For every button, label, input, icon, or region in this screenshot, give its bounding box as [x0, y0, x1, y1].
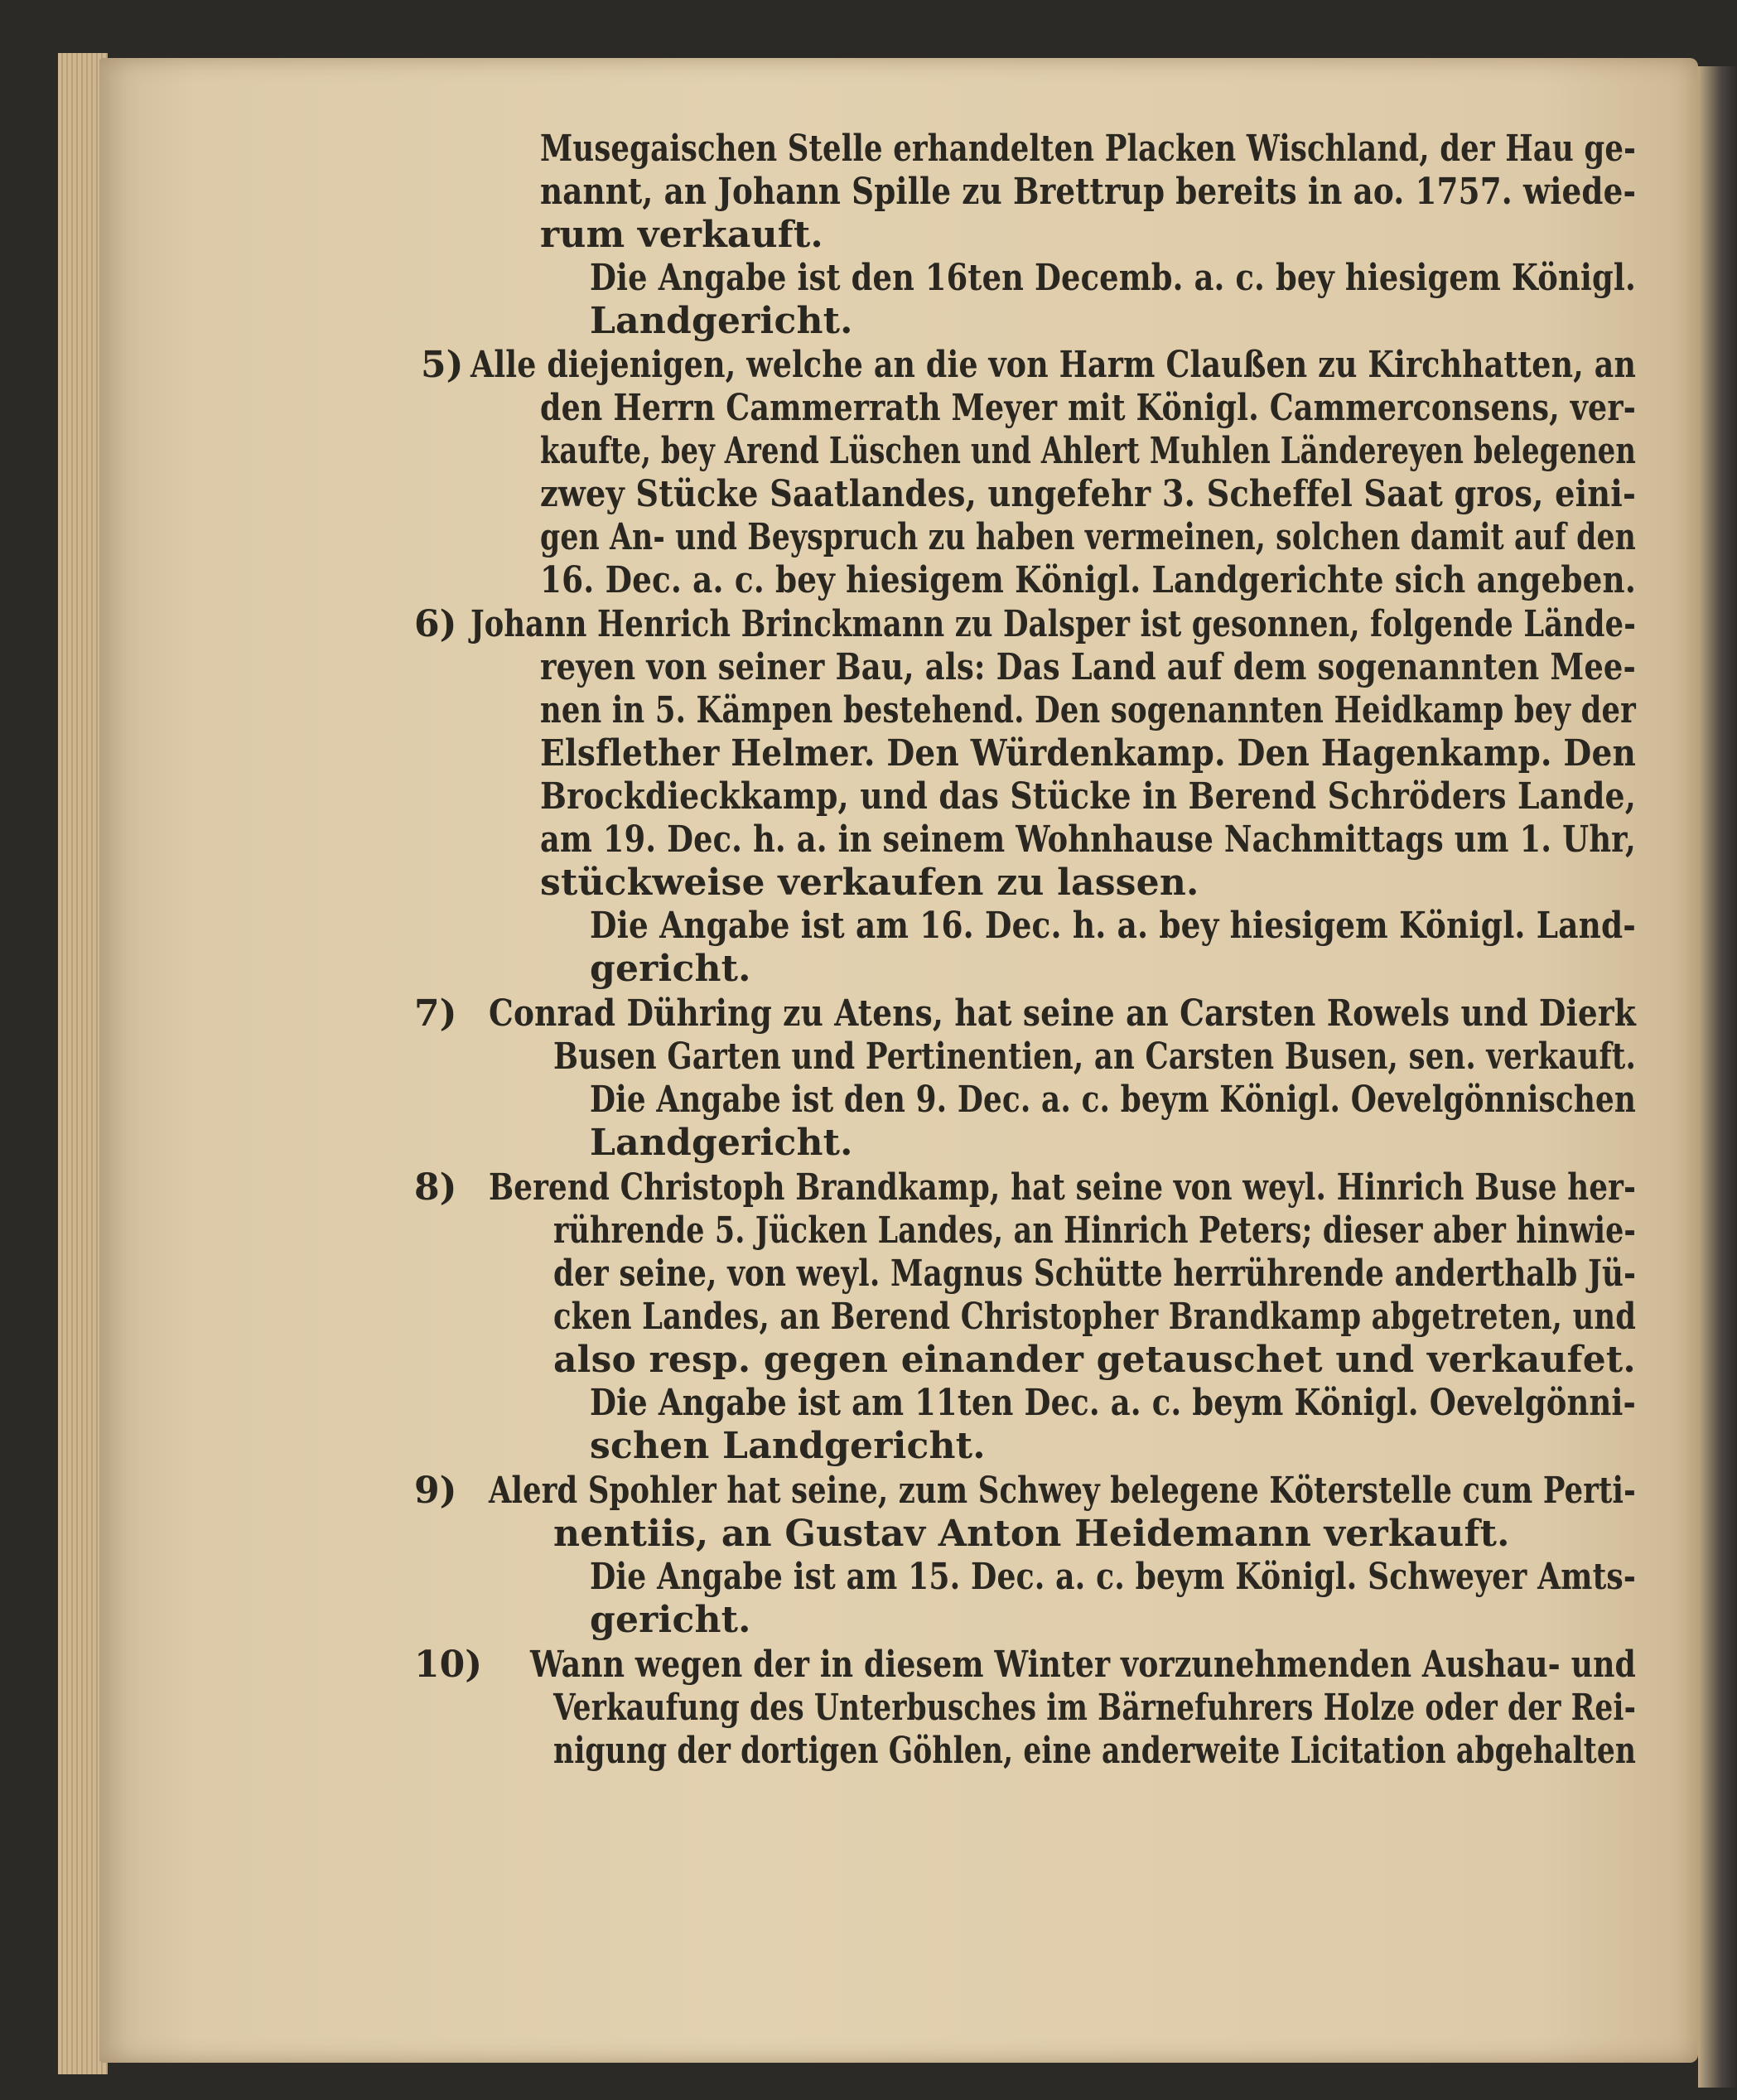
text-line: also resp. gegen einander getauschet und verkaufet. — [553, 1339, 1636, 1381]
text-line: Landgericht. — [590, 1122, 853, 1164]
text-line: Busen Garten und Pertinentien, an Carsten Busen, sen. verkauft. — [553, 1036, 1636, 1078]
text-line: zwey Stücke Saatlandes, ungefehr 3. Scheffel Saat gros, eini- — [540, 473, 1637, 515]
text-line: Wann wegen der in diesem Winter vorzunehmenden Aushau- und — [530, 1644, 1636, 1686]
text-line: schen Landgericht. — [590, 1425, 986, 1467]
text-line: gericht. — [590, 948, 751, 990]
text-line: Brockdieckkamp, und das Stücke in Berend Schröders Lande, — [540, 775, 1637, 818]
text-line: Conrad Dühring zu Atens, hat seine an Carsten Rowels und Dierk — [489, 992, 1636, 1035]
text-line: Musegaischen Stelle erhandelten Placken Wischland, der Hau ge- — [540, 128, 1636, 170]
text-line: Johann Henrich Brinckmann zu Dalsper ist gesonnen, folgende Lände- — [470, 603, 1636, 645]
text-line: Die Angabe ist am 15. Dec. a. c. beym Königl. Schweyer Amts- — [590, 1556, 1637, 1598]
text-line: nen in 5. Kämpen bestehend. Den sogenannten Heidkamp bey der — [540, 689, 1636, 731]
text-line: Die Angabe ist den 9. Dec. a. c. beym Königl. Oevelgönnischen — [590, 1079, 1637, 1121]
text-line: den Herrn Cammerrath Meyer mit Königl. Cammerconsens, ver- — [540, 387, 1636, 429]
text-line: rum verkauft. — [540, 214, 823, 256]
item-number: 5) — [421, 344, 464, 386]
item-number: 9) — [414, 1470, 457, 1512]
text-line: nigung der dortigen Göhlen, eine anderweite Licitation abgehalten — [553, 1730, 1637, 1772]
text-line: Die Angabe ist am 16. Dec. h. a. bey hiesigem Königl. Land- — [590, 905, 1636, 947]
text-line: nentiis, an Gustav Anton Heidemann verkauft. — [553, 1513, 1510, 1555]
text-line: Alerd Spohler hat seine, zum Schwey belegene Köterstelle cum Perti- — [489, 1470, 1636, 1512]
text-line: Landgericht. — [590, 300, 853, 342]
text-line: gen An- und Beyspruch zu haben vermeinen, solchen damit auf den — [540, 516, 1636, 558]
text-line: Verkaufung des Unterbusches im Bärnefuhrers Holze oder der Rei- — [553, 1687, 1637, 1729]
text-line: gericht. — [590, 1599, 751, 1641]
text-line: Berend Christoph Brandkamp, hat seine von weyl. Hinrich Buse her- — [489, 1166, 1637, 1209]
item-number: 7) — [414, 992, 457, 1035]
text-line: der seine, von weyl. Magnus Schütte herrührende anderthalb Jü- — [553, 1253, 1637, 1295]
text-line: kaufte, bey Arend Lüschen und Ahlert Muhlen Ländereyen belegenen — [540, 430, 1636, 472]
item-number: 10) — [414, 1644, 483, 1686]
text-line: Elsflether Helmer. Den Würdenkamp. Den Hagenkamp. Den — [540, 732, 1636, 775]
text-line: cken Landes, an Berend Christopher Brandkamp abgetreten, und — [553, 1296, 1637, 1338]
text-line: stückweise verkaufen zu lassen. — [540, 862, 1199, 904]
text-line: nannt, an Johann Spille zu Brettrup bereits in ao. 1757. wiede- — [540, 171, 1637, 213]
text-line: rührende 5. Jücken Landes, an Hinrich Peters; dieser aber hinwie- — [553, 1209, 1637, 1252]
text-line: Die Angabe ist den 16ten Decemb. a. c. bey hiesigem Königl. — [590, 257, 1636, 299]
text-line: Die Angabe ist am 11ten Dec. a. c. beym Königl. Oevelgönni- — [590, 1382, 1636, 1424]
text-line: reyen von seiner Bau, als: Das Land auf dem sogenannten Mee- — [540, 646, 1637, 688]
item-number: 8) — [414, 1166, 457, 1209]
text-line: 16. Dec. a. c. bey hiesigem Königl. Landgerichte sich angeben. — [540, 559, 1637, 601]
text-line: am 19. Dec. h. a. in seinem Wohnhause Nachmittags um 1. Uhr, — [540, 818, 1636, 861]
text-line: Alle diejenigen, welche an die von Harm Claußen zu Kirchhatten, an — [470, 344, 1637, 386]
item-number: 6) — [414, 603, 457, 645]
